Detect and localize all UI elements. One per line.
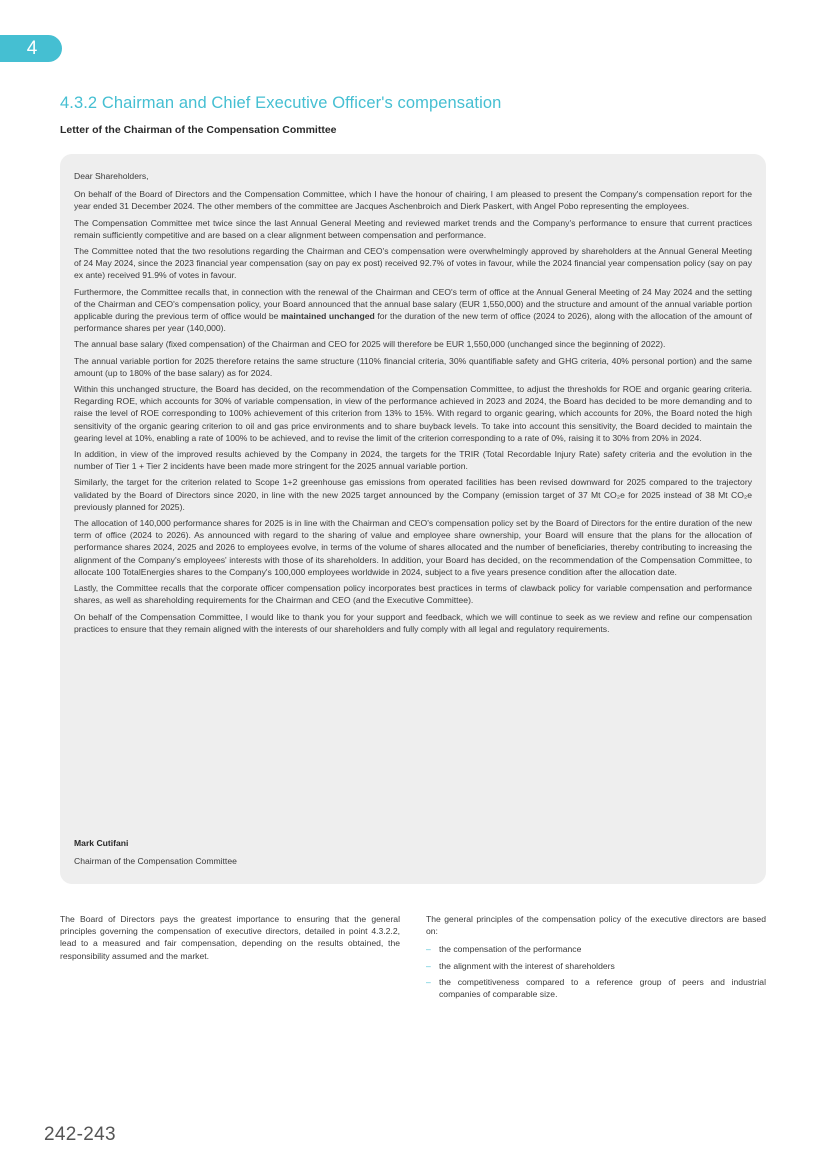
letter-paragraph: Within this unchanged structure, the Board has decided, on the recommendation of the Compensation Committee, to adjust the thresholds for ROE and organic gearing criteria. Regarding ROE, which accounts for 30% of variable compensation, in view of the performance achieved in 2023 and 2024, the Board has decided to be more demanding and to raise the level of ROE corresponding to 100% achievement of this criterion from 13% to 15%. With regard to organic gearing, which accounts for 20%, the Board noted the high sensitivity of the organic gearing criterion to oil and gas price environments and to share buyback levels. To take into account this sensitivity, the Board decided to maintain the gearing level at 10%, enabling a rate of 100% to be achieved, and to revise the limit of the criterion corresponding to a rate of 0%, raising it to 30% from 20% in 2024. — [74, 384, 752, 443]
page-number: 242-243 — [44, 1124, 116, 1145]
letter-paragraph: The allocation of 140,000 performance shares for 2025 is in line with the Chairman and CEO's compensation policy set by the Board of Directors for the entire duration of the new term of office (2024 to 2026). As announced with regard to the sharing of value and employee share ownership, your Board will ensure that the plans for the allocation of performance shares 2024, 2025 and 2026 to employees evolve, in terms of the volume of shares allocated and the number of beneficiaries, thereby contributing to increasing the alignment of the Company's employees' interests with those of its shareholders. In addition, your Board has decided, on the recommendation of the Compensation Committee, to allocate 100 TotalEnergies shares to the Company's 100,000 employees worldwide in 2024, subject to a five years presence condition after the allocation date. — [74, 518, 752, 577]
list-item-text: the compensation of the performance — [439, 944, 582, 955]
letter-paragraph: In addition, in view of the improved results achieved by the Company in 2024, the targets for the TRIR (Total Recordable Injury Rate) safety criteria and the evolution in the number of Tier 1 + Tier 2 incidents have been made more stringent for the 2025 annual variable portion. — [74, 449, 752, 472]
body-left-column — [60, 913, 400, 962]
list-item — [426, 943, 766, 955]
signature-name: Mark Cutifani — [74, 838, 129, 848]
letter-paragraph: The Compensation Committee met twice since the last Annual General Meeting and reviewed market trends and the Company's performance to ensure that current practices remain sufficiently competitive and are based on a clear alignment between compensation and performance. — [74, 217, 752, 240]
letter-paragraph: The Committee noted that the two resolutions regarding the Chairman and CEO's compensation were overwhelmingly approved by shareholders at the Annual General Meeting of 24 May 2024, since the 2023 financial year compensation (say on pay ex post) received 92.7% of votes in favour, while the 2024 financial year compensation policy (say on pay ex ante) received 91.9% of votes in favour. — [74, 246, 752, 281]
section-title: 4.3.2 Chairman and Chief Executive Officer's compensation — [60, 94, 502, 112]
letter-paragraph — [74, 286, 752, 335]
body-paragraph: The Board of Directors pays the greatest importance to ensuring that the general principles governing the compensation of executive directors, detailed in point 4.3.2.2, lead to a measured and fair compensation, depending on the results obtained, the responsibility assumed and the market. — [60, 914, 400, 961]
signature-role: Chairman of the Compensation Committee — [74, 856, 237, 867]
letter-emphasis: maintained unchanged — [280, 311, 375, 322]
letter-paragraph: On behalf of the Compensation Committee, I would like to thank you for your support and feedback, which we will continue to seek as we review and refine our compensation practices to ensure that they remain aligned with the interests of our shareholders and fully comply with all legal and regulatory requirements. — [74, 611, 752, 634]
list-item-text: the competitiveness compared to a reference group of peers and industrial companies of comparable size. — [439, 976, 766, 1000]
chairman-letter-box — [60, 154, 766, 884]
letter-text: Furthermore, the Committee recalls that, in connection with the renewal of the Chairman and CEO's term of office at the Annual General Meeting of 24 May 2024 and the setting of the Chairman and CEO's compensation policy, your Board announced that the annual base salary (EUR 1,550,000) and the structure and amount of the annual variable portion applicable during the previous term of office would be — [74, 286, 752, 322]
letter-paragraph: On behalf of the Board of Directors and the Compensation Committee, which I have the honour of chairing, I am pleased to present the Company's compensation report for the year ended 31 December 2024. The other members of the committee are Jacques Aschenbroich and Dierk Paskert, with Angel Pobo representing the employees. — [74, 189, 752, 212]
principles-intro: The general principles of the compensation policy of the executive directors are based on: — [426, 914, 766, 937]
chapter-number-tab: 4 — [0, 35, 62, 62]
section-subtitle: Letter of the Chairman of the Compensation Committee — [60, 124, 337, 136]
list-item — [426, 960, 766, 972]
dash-icon: – — [426, 976, 431, 987]
letter-signature — [74, 837, 237, 867]
body-right-column — [426, 913, 766, 1004]
letter-text: for the duration of the new term of office (2024 to 2026), along with the allocation of the amount of performance shares per year (140,000). — [74, 311, 752, 334]
letter-paragraph: Lastly, the Committee recalls that the corporate officer compensation policy incorporates best practices in terms of clawback policy for variable compensation and performance shares, as well as shareholding requirements for the Chairman and CEO (and the Executive Committee). — [74, 583, 752, 606]
letter-paragraph: Similarly, the target for the criterion related to Scope 1+2 greenhouse gas emissions from operated facilities has been revised downward for 2025 compared to the trajectory validated by the Board of Directors since 2020, in line with the new 2025 target announced by the Company (emission target of 37 Mt CO₂e for 2025 instead of 38 Mt CO₂e previously planned for 2025). — [74, 477, 752, 512]
list-item-text: the alignment with the interest of shareholders — [439, 960, 615, 971]
letter-paragraph: The annual base salary (fixed compensation) of the Chairman and CEO for 2025 will therefore be EUR 1,550,000 (unchanged since the beginning of 2022). — [74, 339, 666, 350]
list-item — [426, 976, 766, 1000]
letter-greeting: Dear Shareholders, — [74, 171, 149, 181]
letter-paragraph: The annual variable portion for 2025 therefore retains the same structure (110% financial criteria, 30% quantifiable safety and GHG criteria, 40% personal portion) and the same amount (up to 180% of the base salary) as for 2024. — [74, 355, 752, 378]
dash-icon: – — [426, 944, 431, 955]
principles-list — [426, 943, 766, 1000]
dash-icon: – — [426, 960, 431, 971]
